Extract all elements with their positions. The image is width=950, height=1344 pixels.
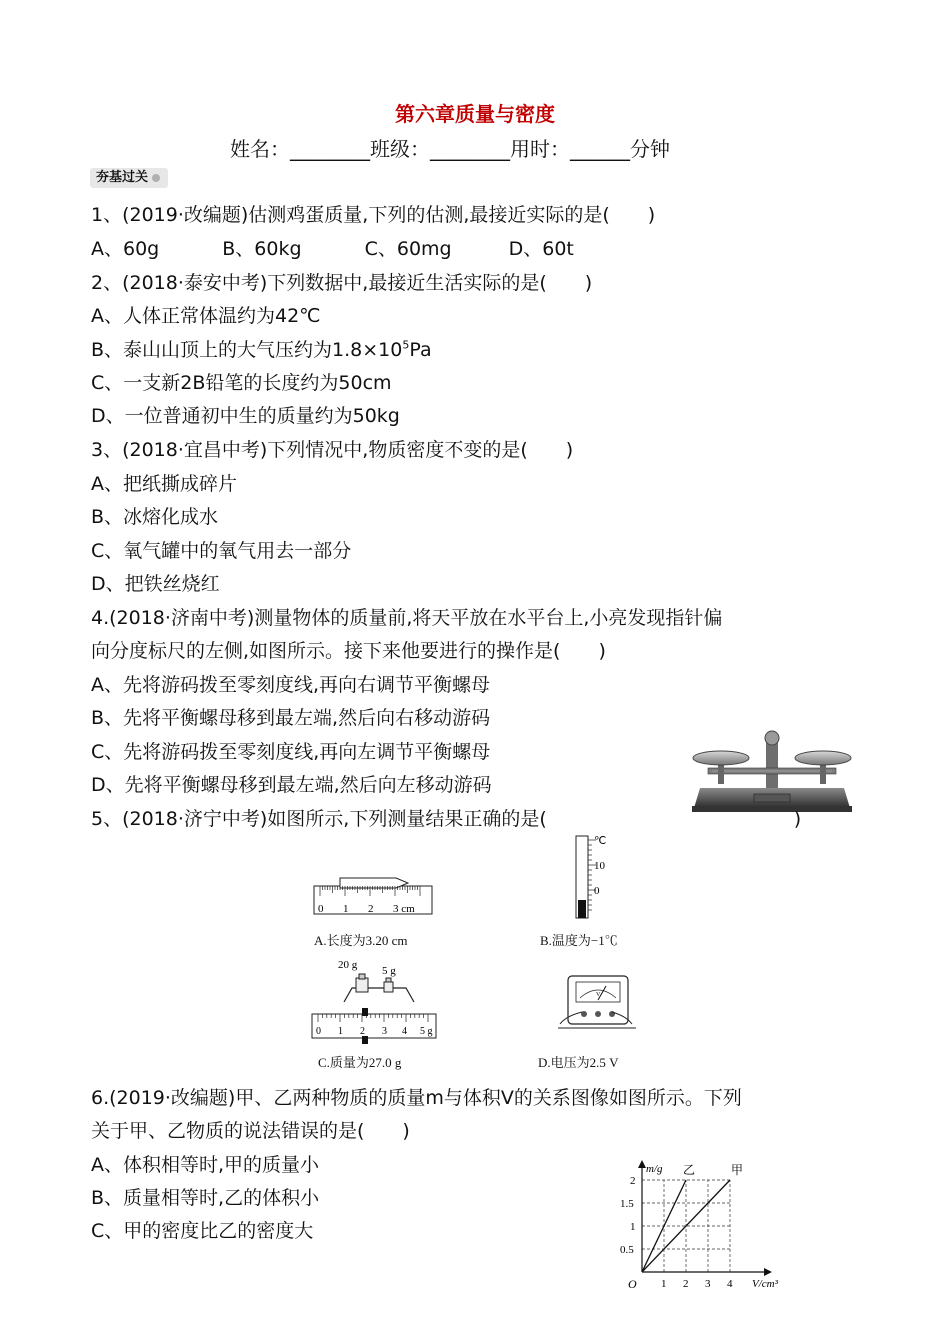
q2-option-b-text: B、泰山山顶上的大气压约为1.8×10 bbox=[91, 339, 403, 361]
weight-20g-label: 20 g bbox=[338, 959, 358, 971]
y-axis-label: m/g bbox=[646, 1163, 663, 1175]
thermo-tick-10: 10 bbox=[594, 860, 605, 872]
x-axis-arrow-icon bbox=[764, 1268, 772, 1276]
y-tick-label: 2 bbox=[630, 1175, 636, 1187]
series-line-jia bbox=[642, 1180, 730, 1272]
scale-tick-1: 1 bbox=[338, 1026, 343, 1037]
q1-options: A、60g B、60kg C、60mg D、60t bbox=[91, 238, 574, 260]
weight-20g bbox=[356, 978, 368, 992]
thermometer-figure bbox=[570, 832, 630, 922]
x-tick-label: 1 bbox=[661, 1278, 667, 1290]
weight-5g-label: 5 g bbox=[382, 965, 396, 977]
ruler-tick-0: 0 bbox=[318, 903, 324, 915]
ruler-tick-2: 2 bbox=[368, 903, 374, 915]
q2-stem: 2、(2018·泰安中考)下列数据中,最接近生活实际的是( ) bbox=[91, 272, 593, 294]
voltmeter-figure bbox=[552, 972, 642, 1046]
q6-option-c: C、甲的密度比乙的密度大 bbox=[91, 1220, 314, 1242]
ruler-figure bbox=[310, 874, 440, 918]
series-label-jia: 甲 bbox=[731, 1163, 744, 1177]
thermo-tick-0: 0 bbox=[594, 885, 600, 897]
section-badge-label: 夯基过关 bbox=[96, 170, 149, 185]
q4-option-c: C、先将游码拨至零刻度线,再向左调节平衡螺母 bbox=[91, 741, 491, 763]
x-axis-label: V/cm³ bbox=[752, 1278, 778, 1290]
q5-figure-d-caption: D.电压为2.5 V bbox=[538, 1055, 619, 1070]
scale-tick-2: 2 bbox=[360, 1026, 365, 1037]
svg-text:V: V bbox=[596, 992, 601, 998]
weights-scale-figure bbox=[306, 956, 446, 1048]
y-tick-label: 1.5 bbox=[620, 1198, 634, 1210]
q5-figure-b-caption: B.温度为−1℃ bbox=[540, 933, 618, 948]
y-tick-label: 0.5 bbox=[620, 1244, 634, 1256]
q2-option-a: A、人体正常体温约为42℃ bbox=[91, 305, 321, 327]
q6-stem-line1: 6.(2019·改编题)甲、乙两种物质的质量m与体积V的关系图像如图所示。下列 bbox=[91, 1087, 742, 1109]
y-axis-arrow-icon bbox=[638, 1160, 646, 1168]
x-tick-label: 2 bbox=[683, 1278, 689, 1290]
y-tick-label: 1 bbox=[630, 1221, 636, 1233]
scale-tick-4: 4 bbox=[402, 1026, 407, 1037]
q2-option-b-unit: Pa bbox=[409, 339, 432, 361]
weight-5g bbox=[384, 982, 393, 992]
thermometer-liquid bbox=[578, 900, 586, 918]
q4-option-d: D、先将平衡螺母移到最左端,然后向左移动游码 bbox=[91, 774, 492, 796]
student-info-line: 姓名：________班级：________用时：______分钟 bbox=[230, 137, 670, 161]
q6-option-b: B、质量相等时,乙的体积小 bbox=[91, 1187, 320, 1209]
scale-tick-3: 3 bbox=[382, 1026, 387, 1037]
thermo-unit: ℃ bbox=[594, 835, 607, 847]
q6-option-a: A、体积相等时,甲的质量小 bbox=[91, 1154, 320, 1176]
q3-option-a: A、把纸撕成碎片 bbox=[91, 473, 237, 495]
q4-option-a: A、先将游码拨至零刻度线,再向右调节平衡螺母 bbox=[91, 674, 491, 696]
q6-stem-line2: 关于甲、乙物质的说法错误的是( ) bbox=[91, 1120, 410, 1142]
q4-option-b: B、先将平衡螺母移到最左端,然后向右移动游码 bbox=[91, 707, 491, 729]
x-tick-label: 3 bbox=[705, 1278, 711, 1290]
q3-option-b: B、冰熔化成水 bbox=[91, 506, 219, 528]
series-label-yi: 乙 bbox=[683, 1163, 696, 1177]
q4-stem-line2: 向分度标尺的左侧,如图所示。接下来他要进行的操作是( ) bbox=[91, 640, 606, 662]
q2-option-b-exponent: 5 bbox=[402, 338, 410, 352]
ruler-tick-3: 3 cm bbox=[393, 903, 415, 915]
mass-volume-chart bbox=[612, 1160, 790, 1304]
q3-stem: 3、(2018·宜昌中考)下列情况中,物质密度不变的是( ) bbox=[91, 439, 574, 461]
page-title: 第六章质量与密度 bbox=[395, 102, 555, 126]
q5-stem: 5、(2018·济宁中考)如图所示,下列测量结果正确的是( ) bbox=[91, 808, 802, 830]
scale-tick-5: 5 g bbox=[420, 1026, 433, 1037]
balance-scale-image bbox=[688, 728, 856, 814]
q2-option-b bbox=[91, 335, 432, 362]
origin-label: O bbox=[628, 1277, 637, 1291]
q3-option-c: C、氧气罐中的氧气用去一部分 bbox=[91, 540, 352, 562]
scale-tick-0: 0 bbox=[316, 1026, 321, 1037]
x-tick-label: 4 bbox=[727, 1278, 733, 1290]
q2-option-d: D、一位普通初中生的质量约为50kg bbox=[91, 405, 400, 427]
q2-option-c: C、一支新2B铅笔的长度约为50cm bbox=[91, 372, 392, 394]
q4-stem-line1: 4.(2018·济南中考)测量物体的质量前,将天平放在水平台上,小亮发现指针偏 bbox=[91, 607, 723, 629]
q1-stem: 1、(2019·改编题)估测鸡蛋质量,下列的估测,最接近实际的是( ) bbox=[91, 204, 656, 226]
section-badge bbox=[90, 168, 168, 188]
ruler-tick-1: 1 bbox=[343, 903, 349, 915]
slider-marker bbox=[362, 1008, 368, 1016]
q3-option-d: D、把铁丝烧红 bbox=[91, 573, 220, 595]
badge-dot-icon bbox=[152, 174, 160, 182]
q5-figure-c-caption: C.质量为27.0 g bbox=[318, 1055, 402, 1070]
q5-figure-a-caption: A.长度为3.20 cm bbox=[314, 933, 408, 948]
